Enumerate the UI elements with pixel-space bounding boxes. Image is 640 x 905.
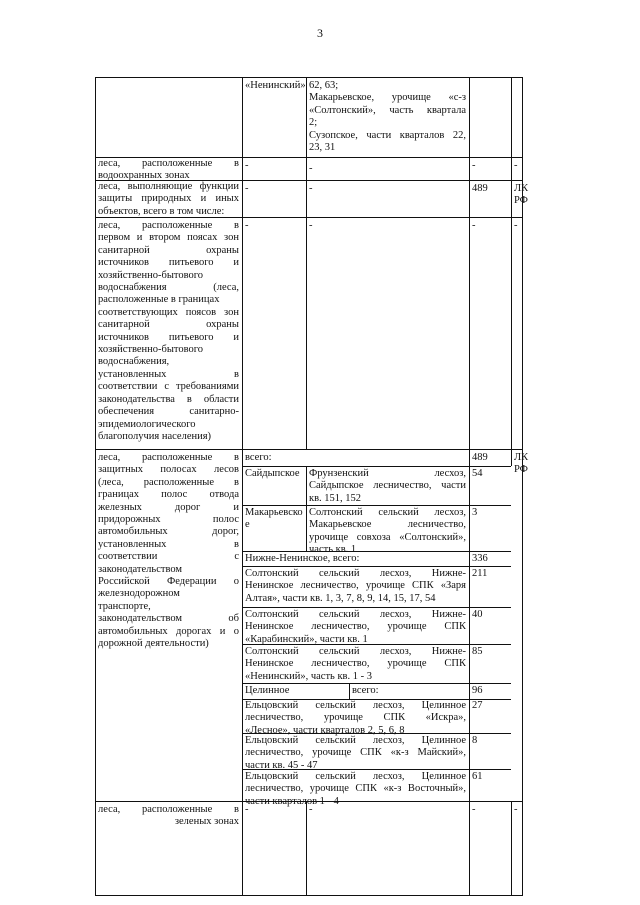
area-line: «Ненинский», часть кв. 1 - 3 bbox=[245, 670, 373, 682]
row4-category-line: расположенные в границах bbox=[98, 294, 220, 306]
row5-category-line: автомобильных дорогах и о bbox=[98, 625, 239, 637]
area-line: части кварталов 1 - 4 bbox=[245, 795, 339, 807]
row4-category-line: соответствии с требованиями bbox=[98, 381, 239, 393]
row4-category-line: законодательства в области bbox=[98, 393, 239, 405]
row1-area-line: Сузопское, части кварталов 22, bbox=[309, 129, 466, 141]
row4-category-line: водоснабжения, bbox=[98, 356, 170, 368]
tselinnoe-area-3 bbox=[245, 771, 466, 808]
forest-table bbox=[95, 77, 529, 895]
page-number: 3 bbox=[317, 26, 323, 40]
row3-col3: - bbox=[309, 183, 313, 194]
row4-category-line: источников питьевого и bbox=[98, 257, 239, 269]
row6-category-line: зеленых зонах bbox=[174, 816, 239, 828]
row5-category-line: дорожной деятельности) bbox=[98, 638, 209, 650]
nizhne-area-2 bbox=[245, 609, 466, 646]
row5-category-line: автомобильных дорог, bbox=[98, 526, 239, 538]
row4-category-line: обеспечения санитарно- bbox=[98, 406, 239, 418]
row2-category-line: водоохранных зонах bbox=[98, 170, 190, 182]
row6-col3: - bbox=[309, 804, 313, 815]
area-line: лесничество, урочище СПК «к-з Майский», bbox=[245, 747, 466, 759]
nizhne-area-3 bbox=[245, 646, 466, 683]
row4-col4: - bbox=[472, 220, 476, 231]
row6-category bbox=[98, 804, 239, 829]
row2-col4: - bbox=[472, 160, 476, 171]
row4-category-line: хозяйственно-бытового bbox=[98, 344, 204, 356]
row1-district bbox=[245, 80, 306, 92]
row3-basis: ЛК РФ bbox=[514, 183, 529, 207]
row5-category-line: (леса, расположенные в bbox=[98, 476, 239, 488]
row6-col4: - bbox=[472, 804, 476, 815]
row5-category-line: защитных полосах лесов bbox=[98, 464, 239, 476]
area-line: лесничество, урочище СПК «к-з Восточный», bbox=[245, 783, 466, 795]
tselinnoe-header-value: 96 bbox=[472, 685, 483, 696]
row4-category-line: благополучия населения) bbox=[98, 430, 212, 442]
area-line: Ненинское лесничество, урочище СПК bbox=[245, 658, 466, 670]
area-line: Ельцовский сельский лесхоз, Целинное bbox=[245, 700, 466, 711]
area-line: Макарьевское лесничество, bbox=[309, 519, 466, 531]
row5-category-line: придорожных полос bbox=[98, 514, 239, 526]
tselinnoe-header-total: всего: bbox=[352, 685, 379, 696]
area-line: урочище совхоза «Солтонский», bbox=[309, 531, 466, 543]
row6-col5: - bbox=[514, 804, 518, 815]
row4-col5: - bbox=[514, 220, 518, 231]
row3-category bbox=[98, 181, 239, 218]
row3-area-value: 489 bbox=[472, 183, 488, 194]
area-line: лесничество, урочище СПК «Искра», bbox=[245, 712, 466, 724]
row4-col2: - bbox=[245, 220, 249, 231]
area-line: Ненинское лесничество, урочище СПК «Заря bbox=[245, 580, 466, 592]
row4-category-line: первом и втором поясах зон bbox=[98, 232, 239, 244]
row5-category-line: транспорте, bbox=[98, 600, 151, 612]
nizhne-area-1 bbox=[245, 568, 466, 605]
row3-category-line: защиты природных и иных bbox=[98, 193, 239, 205]
row5-category-line: железнодорожном bbox=[98, 588, 180, 600]
row4-category-line: водоснабжения (леса, bbox=[98, 282, 239, 294]
row4-category-line: хозяйственно-бытового bbox=[98, 269, 204, 281]
row4-category-line: эпидемиологического bbox=[98, 418, 196, 430]
tselinnoe-value-2: 8 bbox=[472, 735, 478, 746]
row4-category-line: источников питьевого и bbox=[98, 331, 239, 343]
row4-category-line: соответствующих поясов зон bbox=[98, 306, 239, 318]
row4-category bbox=[98, 220, 239, 443]
row4-col3: - bbox=[309, 220, 313, 231]
row5-category-line: границах полос отвода bbox=[98, 489, 239, 501]
area-line: Солтонский сельский лесхоз, Нижне- bbox=[245, 568, 466, 579]
row5-category-line: законодательством об bbox=[98, 613, 239, 625]
nizhne-header-value: 336 bbox=[472, 553, 488, 564]
row2-col5: - bbox=[514, 160, 518, 171]
tselinnoe-area-2 bbox=[245, 735, 466, 772]
nizhne-value-2: 40 bbox=[472, 609, 483, 620]
row1-district-text: «Ненинский» bbox=[245, 80, 306, 91]
row4-category-line: леса, расположенные в bbox=[98, 220, 239, 231]
row2-col3: - bbox=[309, 163, 313, 174]
row4-category-line: санитарной охраны bbox=[98, 244, 239, 256]
tselinnoe-value-1: 27 bbox=[472, 700, 483, 711]
saydyp-area bbox=[309, 468, 466, 505]
row3-category-line: объектов, всего в том числе: bbox=[98, 205, 225, 217]
row5-category-line: соответствии с bbox=[98, 551, 239, 563]
row4-category-line: установленных в bbox=[98, 368, 239, 380]
makarev-district bbox=[245, 507, 305, 532]
row5-total-label: всего: bbox=[245, 452, 272, 463]
row2-col2: - bbox=[245, 160, 249, 171]
tselinnoe-value-3: 61 bbox=[472, 771, 483, 782]
row1-area-line: 62, 63; bbox=[309, 80, 339, 91]
area-line: Ельцовский сельский лесхоз, Целинное bbox=[245, 735, 466, 746]
row6-col2: - bbox=[245, 804, 249, 815]
row3-category-line: леса, выполняющие функции bbox=[98, 181, 239, 192]
tselinnoe-header: Целинное bbox=[245, 685, 290, 696]
area-line: «Карабинский», части кв. 1 bbox=[245, 633, 368, 645]
makarev-area bbox=[309, 507, 466, 557]
row2-category bbox=[98, 158, 239, 183]
area-line: Сайдыпское лесничество, части bbox=[309, 480, 466, 492]
area-line: «Лесное», части кварталов 2, 5, 6, 8 bbox=[245, 724, 405, 736]
row5-category-line: железных дорог и bbox=[98, 501, 239, 513]
row5-basis: ЛК РФ bbox=[514, 452, 529, 476]
row1-area bbox=[309, 80, 466, 154]
area-line: Фрунзенский лесхоз, bbox=[309, 468, 466, 479]
area-line: часть кв. 1 bbox=[309, 544, 357, 556]
makarev-value: 3 bbox=[472, 507, 478, 518]
row1-area-line: 23, 31 bbox=[309, 142, 336, 154]
nizhne-value-3: 85 bbox=[472, 646, 483, 657]
row1-area-line: Макарьевское, урочище «с-з bbox=[309, 92, 466, 104]
row5-category-line: законодательством bbox=[98, 563, 183, 575]
area-line: Солтонский сельский лесхоз, Нижне- bbox=[245, 646, 466, 657]
nizhne-header: Нижне-Ненинское, всего: bbox=[245, 553, 360, 564]
row5-category-line: леса, расположенные в bbox=[98, 452, 239, 463]
row5-category-line: установленных в bbox=[98, 538, 239, 550]
saydyp-value: 54 bbox=[472, 468, 483, 479]
area-line: кв. 151, 152 bbox=[309, 492, 362, 504]
saydyp-district: Сайдыпское bbox=[245, 468, 300, 479]
row1-area-line: «Солтонский», часть квартала bbox=[309, 104, 466, 116]
row4-category-line: санитарной охраны bbox=[98, 319, 239, 331]
area-line: Ельцовский сельский лесхоз, Целинное bbox=[245, 771, 466, 782]
row5-category bbox=[98, 452, 239, 651]
row5-total-value: 489 bbox=[472, 452, 488, 463]
area-line: Алтая», части кв. 1, 3, 7, 8, 9, 14, 15, 17, 54 bbox=[245, 592, 436, 604]
area-line: Солтонский сельский лесхоз, Нижне- bbox=[245, 609, 466, 620]
nizhne-value-1: 211 bbox=[472, 568, 488, 579]
row6-category-line: леса, расположенные в bbox=[98, 804, 239, 815]
makarev-district-text: Макарьевское bbox=[245, 507, 303, 531]
area-line: части кв. 45 - 47 bbox=[245, 759, 318, 771]
row3-col2: - bbox=[245, 183, 249, 194]
area-line: Солтонский сельский лесхоз, bbox=[309, 507, 466, 518]
row1-area-line: 2; bbox=[309, 117, 318, 129]
tselinnoe-area-1 bbox=[245, 700, 466, 737]
area-line: Ненинское лесничество, урочище СПК bbox=[245, 621, 466, 633]
row2-category-line: леса, расположенные в bbox=[98, 158, 239, 169]
row5-category-line: Российской Федерации о bbox=[98, 576, 239, 588]
